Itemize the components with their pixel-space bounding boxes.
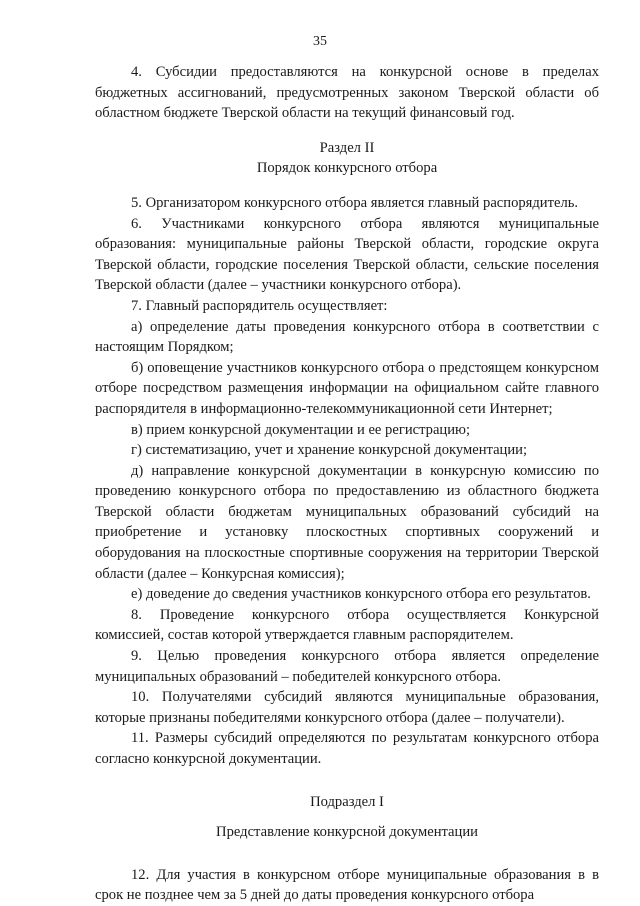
paragraph-7g: г) систематизацию, учет и хранение конкурсной документации; [131, 442, 528, 459]
subsection-title: Подраздел I [310, 793, 384, 810]
paragraph-7e: е) доведение до сведения участников конкурсного отбора его результатов. [131, 586, 591, 603]
paragraph-10: 10. Получателями субсидий являются муниципальные образования, которые признаны победителями конкурсного отбора (далее – получатели). [95, 689, 599, 726]
document-body [95, 62, 599, 906]
paragraph-7v: в) прием конкурсной документации и ее регистрацию; [131, 421, 471, 438]
paragraph-9: 9. Целью проведения конкурсного отбора является определение муниципальных образований – победителей конкурсного отбора. [95, 648, 599, 685]
paragraph-7b: б) оповещение участников конкурсного отбора о предстоящем конкурсном отборе посредством размещения информации на официальном сайте главного распорядителя в информационно-телекоммуникационной сети Интернет; [95, 359, 599, 417]
paragraph-11: 11. Размеры субсидий определяются по результатам конкурсного отбора согласно конкурсной документации. [95, 730, 599, 767]
paragraph-7a: а) определение даты проведения конкурсного отбора в соответствии с настоящим Порядком; [95, 318, 599, 356]
paragraph-12: 12. Для участия в конкурсном отборе муниципальные образования в в срок не позднее чем за 5 дней до даты проведения конкурсного отбора [95, 866, 599, 904]
page-number: 35 [313, 34, 327, 49]
subsection-subtitle: Представление конкурсной документации [216, 824, 478, 841]
paragraph-8: 8. Проведение конкурсного отбора осуществляется Конкурсной комиссией, состав которой утверждается главным распорядителем. [95, 606, 599, 644]
paragraph-4: 4. Субсидии предоставляются на конкурсной основе в пределах бюджетных ассигнований, предусмотренных законом Тверской области об областном бюджете Тверской области на текущий финансовый год. [95, 64, 599, 122]
section-subtitle: Порядок конкурсного отбора [256, 160, 438, 177]
paragraph-5: 5. Организатором конкурсного отбора является главный распорядитель. [131, 194, 579, 211]
paragraph-7d: д) направление конкурсной документации в конкурсную комиссию по проведению конкурсного отбора по предоставлению из областного бюджета Тверской области бюджетам муниципальных образований субсидий на приобретение и установку плоскостных спортивных сооружений и оборудования на плоскостные спортивные сооружения на территории Тверской области (далее – Конкурсная комиссия); [95, 462, 599, 582]
section-title: Раздел II [319, 139, 375, 156]
paragraph-6: 6. Участниками конкурсного отбора являются муниципальные образования: муниципальные районы Тверской области, городские округа Тверской области, городские поселения Тверской области, сельские поселения Тверской области (далее – участники конкурсного отбора). [95, 215, 599, 294]
paragraph-7: 7. Главный распорядитель осуществляет: [131, 297, 388, 314]
